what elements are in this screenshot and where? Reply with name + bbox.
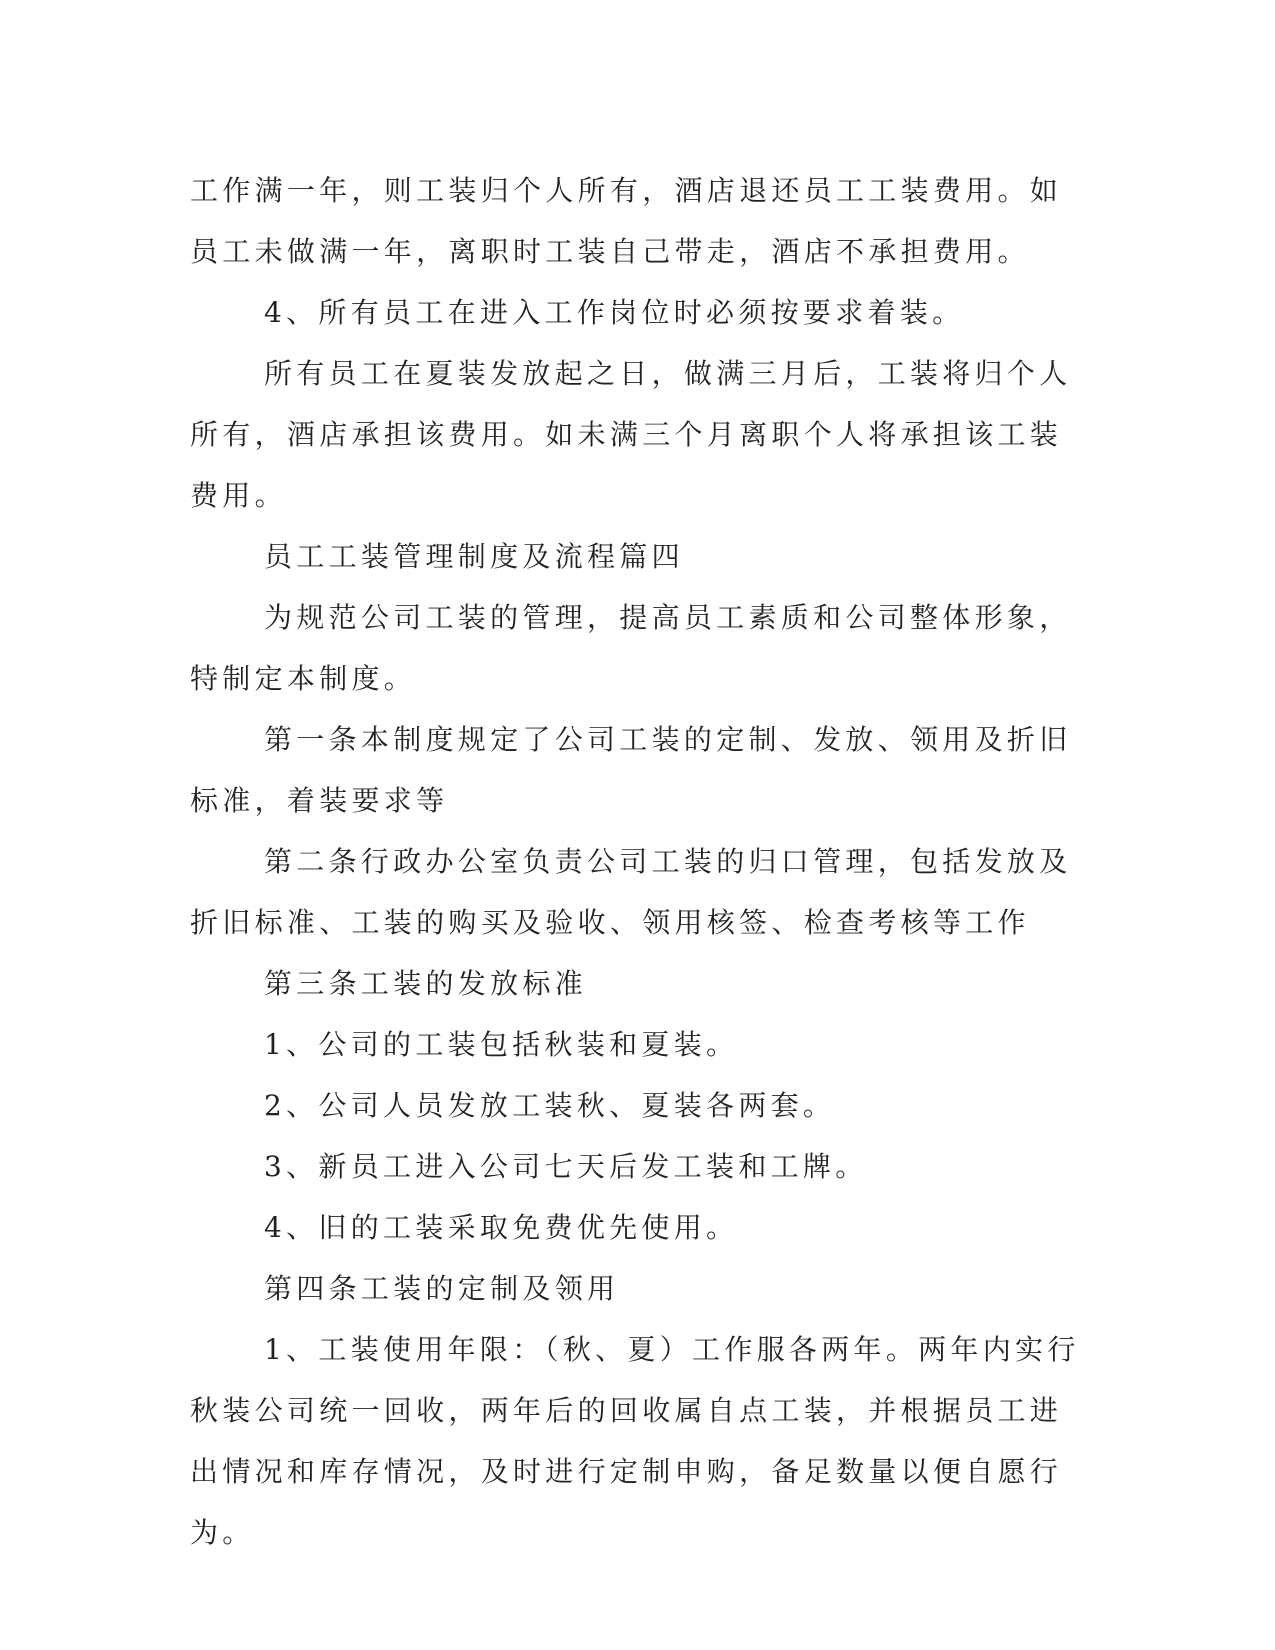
article-3-item-3: 3、新员工进入公司七天后发工装和工牌。 xyxy=(264,1150,868,1183)
article-2: 第二条行政办公室负责公司工装的归口管理，包括发放及折旧标准、工装的购买及验收、领用核签、检查考核等工作 xyxy=(190,845,1072,939)
article-3-item-1: 1、公司的工装包括秋装和夏装。 xyxy=(264,1028,739,1061)
section-heading: 员工工装管理制度及流程篇四 xyxy=(264,540,684,573)
article-1: 第一条本制度规定了公司工装的定制、发放、领用及折旧标准，着装要求等 xyxy=(190,723,1072,817)
article-4-heading: 第四条工装的定制及领用 xyxy=(264,1272,620,1305)
paragraph-purpose: 为规范公司工装的管理，提高员工素质和公司整体形象，特制定本制度。 xyxy=(190,601,1072,695)
article-3-item-4: 4、旧的工装采取免费优先使用。 xyxy=(264,1211,739,1244)
article-3-item-2: 2、公司人员发放工装秋、夏装各两套。 xyxy=(264,1089,836,1122)
document-body xyxy=(190,160,1090,1563)
paragraph-summer-uniform: 所有员工在夏装发放起之日，做满三月后，工装将归个人所有，酒店承担该费用。如未满三个月离职个人将承担该工装费用。 xyxy=(190,357,1072,512)
article-3-heading: 第三条工装的发放标准 xyxy=(264,967,588,1000)
paragraph-item-4-dress: 4、所有员工在进入工作岗位时必须按要求着装。 xyxy=(264,296,965,329)
paragraph-continuation: 工作满一年，则工装归个人所有，酒店退还员工工装费用。如员工未做满一年，离职时工装自己带走，酒店不承担费用。 xyxy=(190,174,1063,268)
article-4-item-1: 1、工装使用年限：（秋、夏）工作服各两年。两年内实行秋装公司统一回收，两年后的回收属自点工装，并根据员工进出情况和库存情况，及时进行定制申购，备足数量以便自愿行为。 xyxy=(190,1333,1080,1549)
